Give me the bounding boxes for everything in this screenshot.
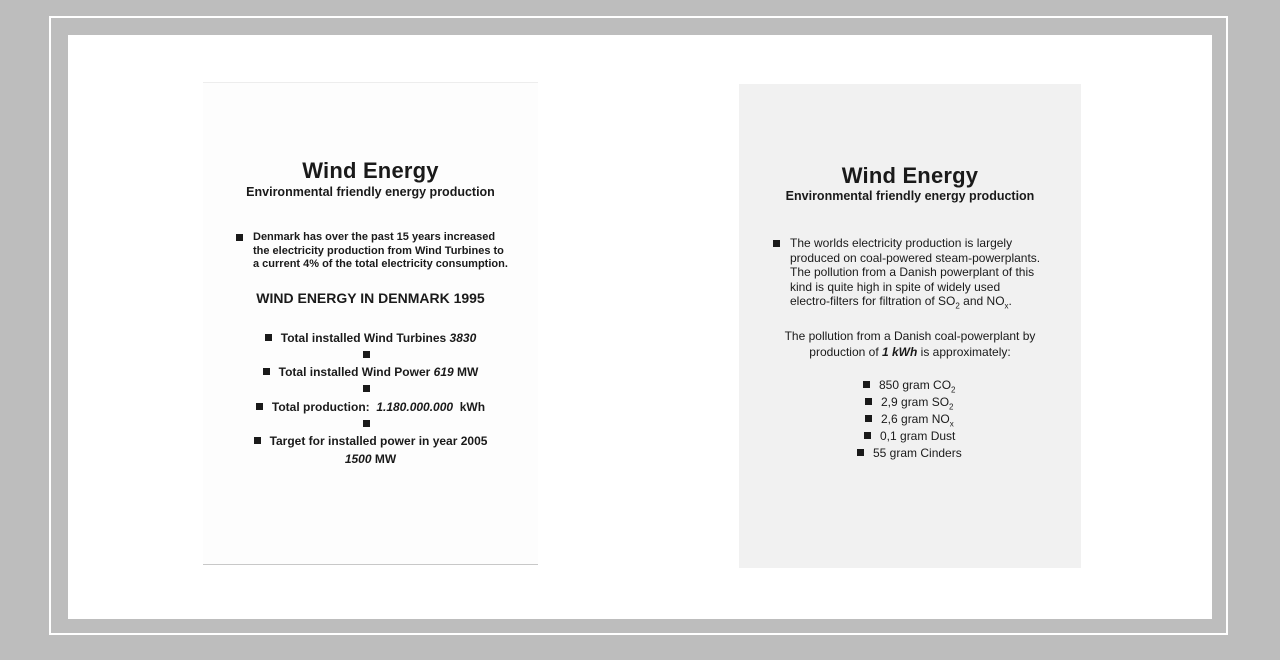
pollutant-so2: 2,9 gram $SO_2$ <box>865 395 953 411</box>
pollution-line: The pollution from a Danish coal-powerplant by <box>784 329 1036 343</box>
intro-line: electro-filters for filtration of $SO_2$ and $NO_x$. <box>790 294 1012 311</box>
separator-square <box>363 385 370 392</box>
stat-target: Target for installed power in year 2005 <box>203 434 538 448</box>
bullet-icon <box>254 437 261 444</box>
page-subtitle: Environmental friendly energy production <box>785 189 1035 203</box>
bullet-icon <box>865 415 872 422</box>
intro-paragraph <box>790 236 1075 314</box>
stat-target-value: 1500 MW <box>344 452 397 466</box>
pollutant-cinders: 55 gram Cinders <box>857 446 962 460</box>
scanned-page-left <box>203 82 538 565</box>
scanned-page-right <box>739 84 1081 568</box>
page-subtitle: Environmental friendly energy production <box>246 185 495 199</box>
page-title: Wind Energy <box>841 163 979 188</box>
pollutant-nox: 2,6 gram $NO_x$ <box>865 412 954 428</box>
pollution-intro <box>739 328 1081 360</box>
stat-production: Total production: 1.180.000.000 kWh <box>203 400 538 414</box>
slide-canvas <box>68 35 1212 619</box>
bullet-icon <box>263 368 270 375</box>
pollution-line: production of 1 kWh is approximately: <box>809 345 1011 359</box>
intro-line: The worlds electricity production is largely <box>790 236 1013 250</box>
pollutant-dust: 0,1 gram Dust <box>864 429 955 443</box>
bullet-icon <box>256 403 263 410</box>
intro-line: produced on coal-powered steam-powerplants. <box>790 250 1041 265</box>
intro-line: a current 4% of the total electricity consumption. <box>253 258 508 270</box>
stat-wind-power: Total installed Wind Power 619 MW <box>203 365 538 379</box>
section-heading: WIND ENERGY IN DENMARK 1995 <box>256 290 485 306</box>
bullet-icon <box>236 234 243 241</box>
bullet-icon <box>265 334 272 341</box>
separator-square <box>363 420 370 427</box>
stat-turbines: Total installed Wind Turbines 3830 <box>203 331 538 345</box>
bullet-icon <box>865 398 872 405</box>
pollutant-co2: 850 gram $CO_2$ <box>863 378 955 394</box>
page-title: Wind Energy <box>302 158 439 183</box>
separator-square <box>363 351 370 358</box>
bullet-icon <box>857 449 864 456</box>
bullet-icon <box>863 381 870 388</box>
intro-line: The pollution from a Danish powerplant of this <box>790 265 1035 279</box>
intro-line: the electricity production from Wind Turbines to <box>253 244 504 257</box>
bullet-icon <box>773 240 780 247</box>
bullet-icon <box>864 432 871 439</box>
intro-paragraph <box>253 231 533 272</box>
intro-line: Denmark has over the past 15 years increased <box>253 231 496 243</box>
intro-line: kind is quite high in spite of widely used <box>790 279 1001 294</box>
